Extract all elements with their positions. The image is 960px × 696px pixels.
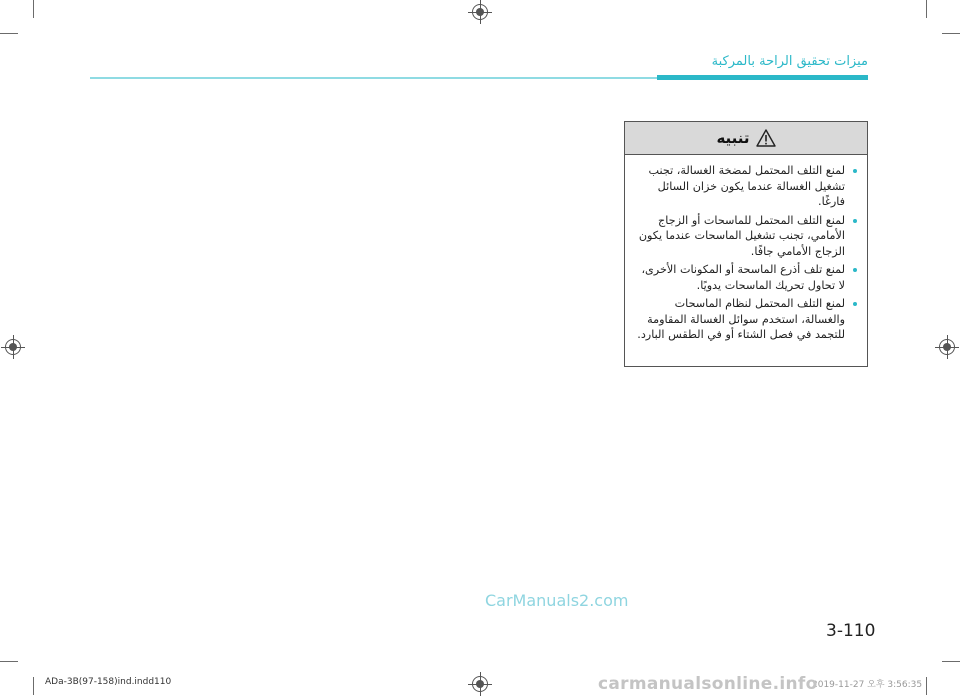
bullet-icon (853, 302, 857, 306)
warning-header (625, 122, 867, 155)
registration-mark-icon (472, 4, 488, 20)
watermark-footer-link[interactable]: carmanualsonline.info (598, 674, 818, 694)
watermark-link[interactable]: CarManuals2.com (485, 591, 629, 610)
footer-date: 2019-11-27 오후 3:56:35 (812, 680, 923, 690)
crop-mark (0, 33, 18, 34)
bullet-icon (853, 169, 857, 173)
registration-mark-icon (5, 339, 21, 355)
page-number: 3-110 (826, 621, 876, 641)
crop-mark (33, 0, 34, 18)
crop-mark (33, 677, 34, 695)
warning-title: تنبيه (716, 129, 750, 147)
list-item: لمنع التلف المحتمل للماسحات أو الزجاج الأمامي، تجنب تشغيل الماسحات عندما يكون الزجاج الأمامي جافًا. (633, 213, 857, 260)
footer-filename: ADa-3B(97-158)ind.indd (45, 677, 155, 687)
bullet-icon (853, 219, 857, 223)
list-item: لمنع التلف المحتمل لنظام الماسحات والغسالة، استخدم سوائل الغسالة المقاومة للتجمد في فصل الشتاء أو في الطقس البارد. (633, 296, 857, 343)
crop-mark (0, 661, 18, 662)
warning-box (624, 121, 868, 367)
warning-list (625, 155, 867, 352)
list-item: لمنع التلف المحتمل لمضخة الغسالة، تجنب تشغيل الغسالة عندما يكون خزان السائل فارغًا. (633, 163, 857, 210)
crop-mark (926, 0, 927, 18)
warning-triangle-icon (756, 129, 776, 147)
registration-mark-icon (939, 339, 955, 355)
list-item: لمنع تلف أذرع الماسحة أو المكونات الأخرى، لا تحاول تحريك الماسحات يدويًا. (633, 262, 857, 293)
crop-mark (926, 677, 927, 695)
bullet-icon (853, 268, 857, 272)
header-accent-bar (657, 75, 868, 80)
section-title: ميزات تحقيق الراحة بالمركبة (711, 54, 868, 69)
crop-mark (942, 661, 960, 662)
footer-page: 110 (154, 677, 172, 687)
crop-mark (942, 33, 960, 34)
registration-mark-icon (472, 676, 488, 692)
